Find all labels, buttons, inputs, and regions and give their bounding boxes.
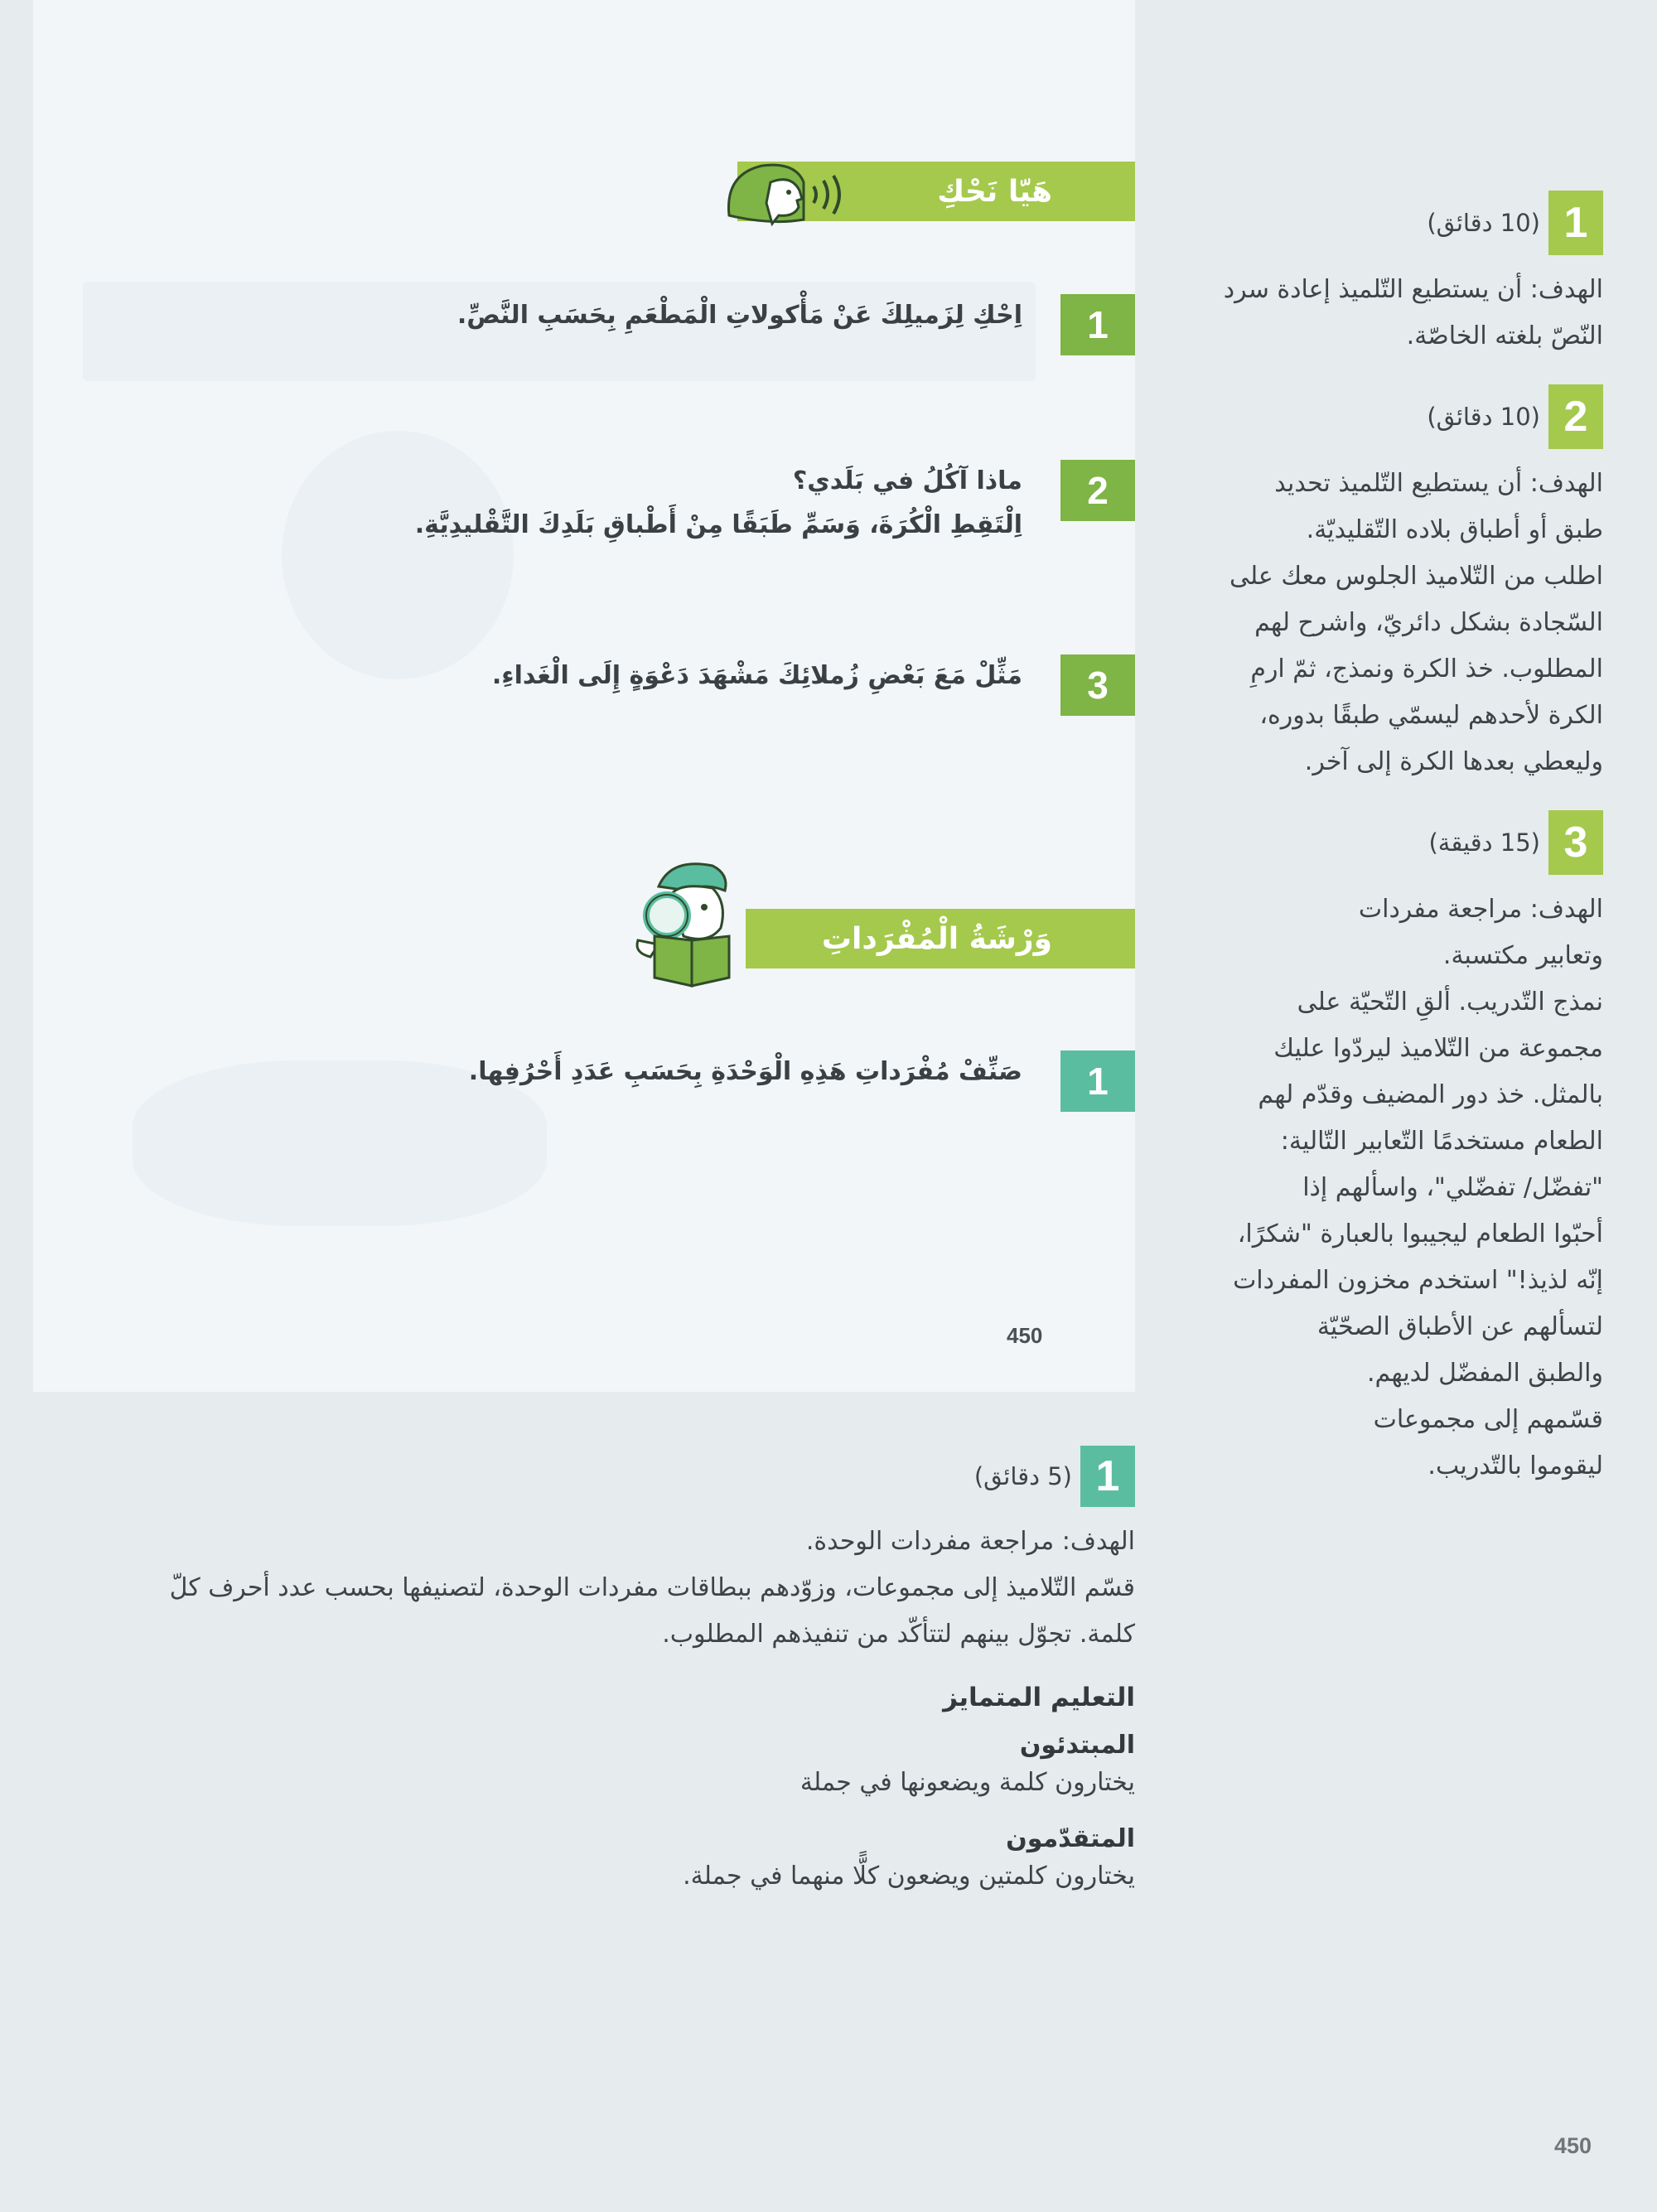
speaking-girl-icon bbox=[721, 157, 878, 232]
note-number-badge: 1 bbox=[1548, 191, 1603, 255]
exercise-instruction: اِحْكِ لِزَميلِكَ عَنْ مَأْكولاتِ الْمَطْعَمِ بِحَسَبِ النَّصِّ. bbox=[457, 301, 1022, 330]
exercise-talk-2 bbox=[415, 460, 1135, 547]
note-duration: (10 دقائق) bbox=[1427, 403, 1540, 431]
advanced-heading: المتقدّمون bbox=[1006, 1824, 1135, 1853]
section-header-vocabulary-workshop bbox=[746, 909, 1135, 968]
note-duration: (10 دقائق) bbox=[1427, 209, 1540, 237]
beginners-heading: المبتدئون bbox=[1019, 1731, 1135, 1760]
note-line: طبق أو أطباق بلاده التّقليديّة. bbox=[1306, 515, 1603, 544]
note-line: مجموعة من التّلاميذ ليردّوا عليك bbox=[1273, 1034, 1603, 1063]
note-line: الكرة لأحدهم ليسمّي طبقًا بدوره، bbox=[1259, 701, 1603, 730]
exercise-talk-1 bbox=[457, 294, 1135, 355]
exercise-talk-3 bbox=[492, 654, 1135, 716]
note-line: الطعام مستخدمًا التّعابير التّالية: bbox=[1280, 1127, 1603, 1156]
exercise-number-badge: 2 bbox=[1060, 460, 1135, 521]
note-line: لتسألهم عن الأطباق الصحّيّة bbox=[1316, 1312, 1603, 1341]
note-line: وليعطي بعدها الكرة إلى آخر. bbox=[1304, 747, 1603, 776]
exercise-instruction: اِلْتَقِطِ الْكُرَةَ، وَسَمِّ طَبَقًا مِنْ أَطْباقِ بَلَدِكَ التَّقْليدِيَّةِ. bbox=[414, 510, 1022, 539]
section-title: هَيّا نَحْكِ bbox=[937, 174, 1052, 209]
teacher-notes-column bbox=[1185, 191, 1603, 1514]
differentiation-heading: التعليم المتمايز bbox=[943, 1683, 1135, 1712]
exercise-vocab-1 bbox=[469, 1050, 1135, 1112]
teacher-note-2 bbox=[1185, 384, 1603, 785]
beginners-text: يختارون كلمة ويضعونها في جملة bbox=[800, 1768, 1135, 1797]
note-line: إنّه لذيذ!" استخدم مخزون المفردات bbox=[1233, 1266, 1603, 1295]
exercise-question: ماذا آكُلُ في بَلَدي؟ bbox=[792, 466, 1022, 495]
magnifier-boy-book-icon bbox=[621, 853, 762, 990]
note-line: قسّم التّلاميذ إلى مجموعات، وزوّدهم ببطاقات مفردات الوحدة، لتصنيفها بحسب عدد أحرف كلّ bbox=[169, 1573, 1135, 1602]
note-line: قسّمهم إلى مجموعات bbox=[1373, 1405, 1603, 1434]
page-number: 450 bbox=[1554, 2133, 1592, 2158]
note-line: الهدف: مراجعة مفردات bbox=[1358, 895, 1603, 924]
note-number-badge: 2 bbox=[1548, 384, 1603, 449]
note-line: بالمثل. خذ دور المضيف وقدّم لهم bbox=[1258, 1080, 1603, 1109]
student-page-thumbnail bbox=[33, 0, 1135, 1392]
note-number-badge: 1 bbox=[1080, 1446, 1135, 1507]
note-line: الهدف: أن يستطيع التّلميذ إعادة سرد bbox=[1223, 275, 1603, 304]
note-line: "تفضّل/ تفضّلي"، واسألهم إذا bbox=[1302, 1173, 1603, 1202]
vocab-teacher-note bbox=[58, 1446, 1135, 1900]
exercise-instruction: مَثِّلْ مَعَ بَعْضِ زُملائِكَ مَشْهَدَ دَعْوَةٍ إِلَى الْغَداءِ. bbox=[491, 661, 1022, 690]
note-duration: (5 دقائق) bbox=[973, 1462, 1072, 1490]
exercise-instruction: صَنِّفْ مُفْرَداتِ هَذِهِ الْوَحْدَةِ بِحَسَبِ عَدَدِ أَحْرُفِها. bbox=[468, 1057, 1022, 1086]
teacher-note-1 bbox=[1185, 191, 1603, 360]
note-line: السّجادة بشكل دائريّ، واشرح لهم bbox=[1254, 608, 1603, 637]
note-line: الهدف: مراجعة مفردات الوحدة. bbox=[805, 1527, 1135, 1556]
section-title: وَرْشَةُ الْمُفْرَداتِ bbox=[821, 921, 1052, 956]
note-line: المطلوب. خذ الكرة ونمذج، ثمّ ارمِ bbox=[1250, 654, 1603, 683]
note-line: نمذج التّدريب. ألقِ التّحيّة على bbox=[1297, 988, 1603, 1017]
note-line: أحبّوا الطعام ليجيبوا بالعبارة "شكرًا، bbox=[1237, 1219, 1603, 1248]
note-line: كلمة. تجوّل بينهم لتتأكّد من تنفيذهم المطلوب. bbox=[662, 1620, 1135, 1649]
student-page-number: 450 bbox=[1007, 1323, 1043, 1348]
note-line: اطلب من التّلاميذ الجلوس معك على bbox=[1229, 562, 1603, 591]
note-line: ليقوموا بالتّدريب. bbox=[1428, 1451, 1603, 1480]
advanced-text: يختارون كلمتين ويضعون كلًّا منهما في جملة. bbox=[683, 1862, 1135, 1891]
note-line: النّصّ بلغته الخاصّة. bbox=[1406, 321, 1603, 350]
note-number-badge: 3 bbox=[1548, 810, 1603, 875]
teacher-note-3 bbox=[1185, 810, 1603, 1490]
exercise-number-badge: 1 bbox=[1060, 1050, 1135, 1112]
note-line: والطبق المفضّل لديهم. bbox=[1366, 1359, 1603, 1388]
note-line: وتعابير مكتسبة. bbox=[1442, 941, 1603, 970]
note-line: الهدف: أن يستطيع التّلميذ تحديد bbox=[1274, 469, 1603, 498]
note-duration: (15 دقيقة) bbox=[1428, 828, 1540, 857]
exercise-number-badge: 3 bbox=[1060, 654, 1135, 716]
exercise-number-badge: 1 bbox=[1060, 294, 1135, 355]
